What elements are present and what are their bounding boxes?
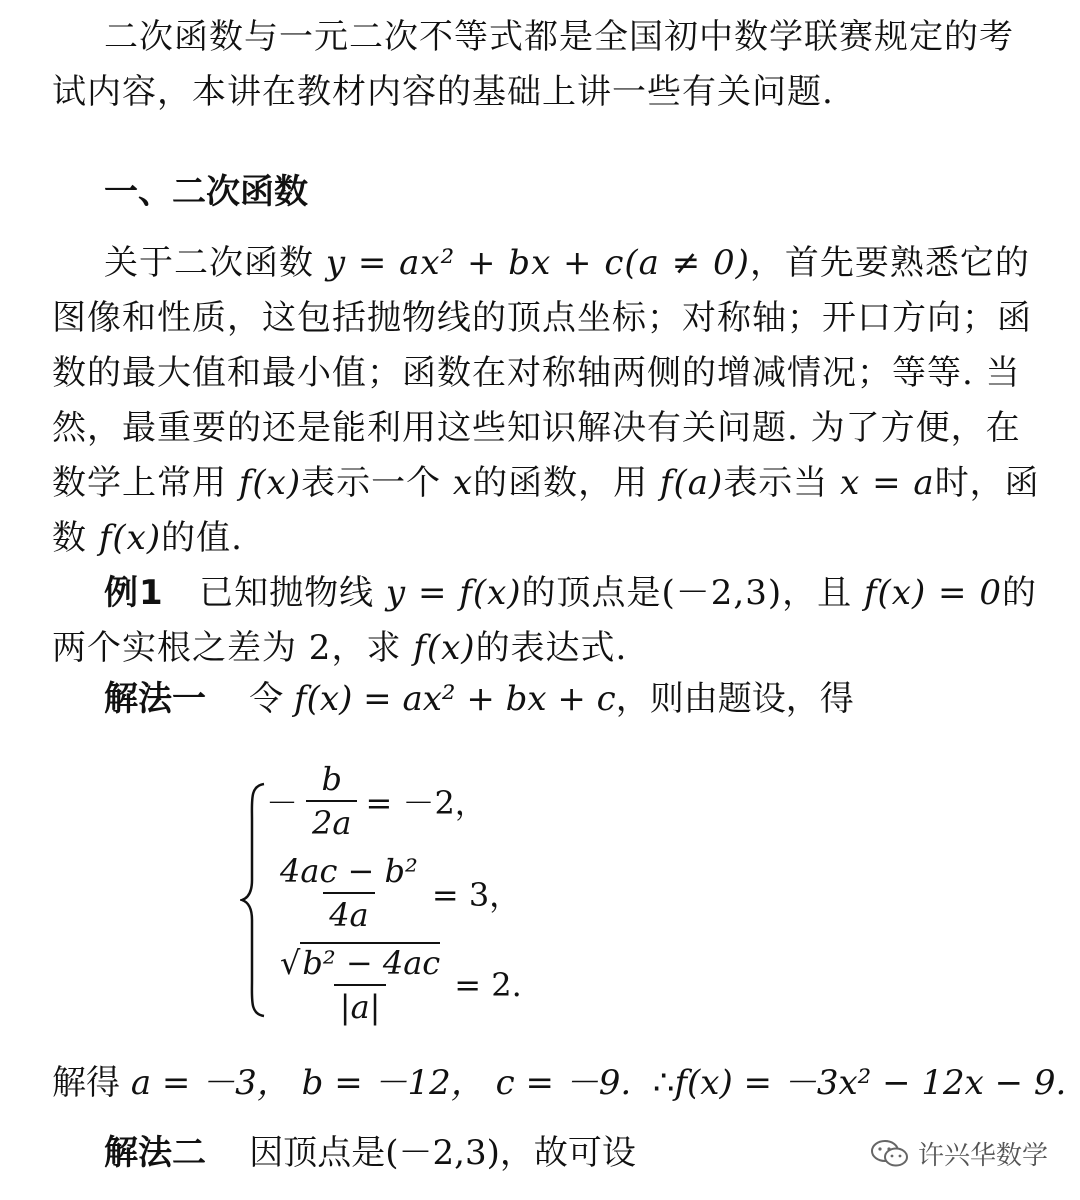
- para-rest1: ，首先要熟悉它的图像和性质，这包括抛物线的顶点坐标；对称轴；开口方向；函数的最大值和最小值；函数在对称轴两侧的增减情况；等等. 当然，最重要的还是能利用这些知识解决有关问题. 为了方便，在数学上常用: [52, 243, 1032, 503]
- fa-notation: f(a): [659, 463, 724, 503]
- eq2-denominator: 4a: [323, 892, 374, 934]
- eq3-radicand: b² − 4ac: [302, 944, 441, 982]
- equation-2: [266, 852, 521, 934]
- equation-1: [266, 760, 487, 842]
- example1-t1: 已知抛物线: [199, 573, 375, 613]
- example1-t4: 的表达式.: [475, 628, 628, 668]
- method1-line: [104, 674, 854, 724]
- example1-f3: f(x): [413, 628, 476, 668]
- example1-f2: f(x) = 0: [863, 573, 1002, 613]
- eq3-numerator: [274, 944, 446, 984]
- example1-paragraph: [52, 566, 1048, 676]
- wechat-icon: [870, 1139, 910, 1169]
- fx-notation: f(x): [238, 463, 302, 503]
- eq2-rhs: = 3，: [431, 876, 522, 914]
- para-rest2: 表示一个: [301, 463, 442, 503]
- para-rest3: 的函数，用: [473, 463, 649, 503]
- therefore-symbol: ∴: [652, 1063, 675, 1103]
- method2-label: 解法二: [104, 1133, 206, 1173]
- solution-result: f(x) = －3x² − 12x − 9.: [674, 1063, 1067, 1103]
- method1-label: 解法一: [104, 679, 206, 719]
- method2-line: [104, 1128, 636, 1178]
- para-rest4: 表示当: [723, 463, 829, 503]
- method2-text: 因顶点是(－2,3)，故可设: [249, 1133, 636, 1173]
- eq1-rhs: = －2，: [365, 784, 487, 822]
- eq2-numerator: 4ac − b²: [280, 852, 418, 890]
- eq1-minus: －: [266, 784, 299, 822]
- section-heading: 一、二次函数: [104, 172, 308, 212]
- eq3-denominator: |a|: [334, 984, 387, 1026]
- para-rest5: 时，函数: [52, 463, 1040, 558]
- solution-c: c = －9.: [495, 1063, 632, 1103]
- equation-3: [266, 944, 522, 1026]
- intro-text: 二次函数与一元二次不等式都是全国初中数学联赛规定的考试内容，本讲在教材内容的基础上讲一些有关问题.: [52, 17, 1014, 112]
- quadratic-paragraph: [52, 236, 1048, 566]
- method1-formula: f(x) = ax² + bx + c: [294, 679, 616, 719]
- example1-label: 例1: [104, 573, 164, 613]
- watermark: [870, 1135, 1048, 1172]
- solution-a: a = －3，: [130, 1063, 291, 1103]
- eq1-numerator: b: [321, 760, 342, 798]
- fx-notation-2: f(x): [98, 518, 162, 558]
- eq3-fraction: [274, 944, 446, 1026]
- quadratic-formula: y = ax² + bx + c(a ≠ 0): [325, 243, 750, 283]
- para-lead: 关于二次函数: [104, 243, 314, 283]
- x-variable: x: [452, 463, 474, 503]
- eq2-fraction: [274, 852, 424, 934]
- solution-b: b = －12，: [301, 1063, 485, 1103]
- eq3-rhs: = 2.: [454, 966, 522, 1004]
- equation-system: [240, 760, 560, 1030]
- eq1-denominator: 2a: [306, 800, 357, 842]
- intro-paragraph: [52, 10, 1048, 120]
- watermark-text: 许兴华数学: [917, 1141, 1048, 1171]
- para-rest6: 的值.: [161, 518, 243, 558]
- method1-t2: ，则由题设，得: [615, 679, 854, 719]
- example1-t3: 的两个实根之差为 2，求: [52, 573, 1037, 668]
- solution-t1: 解得: [52, 1063, 120, 1103]
- method1-t1: 令: [249, 679, 284, 719]
- x-equals-a: x = a: [840, 463, 935, 503]
- example1-t2: 的顶点是(－2,3)，且: [521, 573, 853, 613]
- eq1-fraction: [306, 760, 357, 842]
- example1-f1: y = f(x): [385, 573, 522, 613]
- sqrt-sign-icon: √: [280, 944, 301, 982]
- solution-line: [52, 1058, 1066, 1108]
